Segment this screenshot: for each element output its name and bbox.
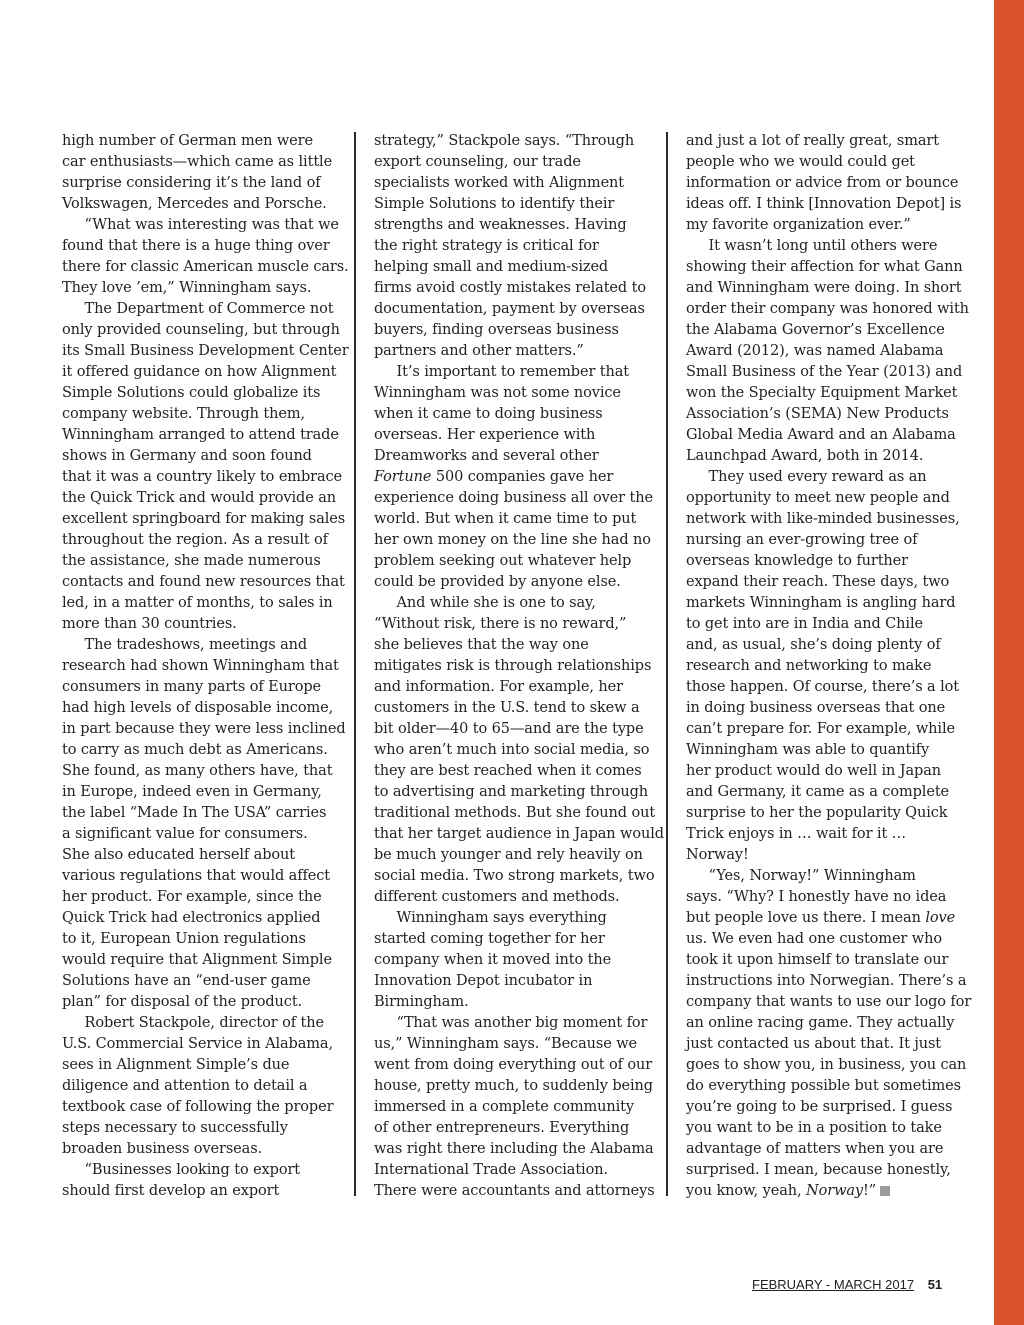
text-line: Winningham says everything (374, 910, 607, 926)
page-number: 51 (927, 1277, 943, 1292)
text-line: had high levels of disposable income, (62, 700, 334, 716)
text-line: opportunity to meet new people and (686, 490, 950, 506)
text-line: to carry as much debt as Americans. (62, 742, 328, 758)
text-line: She also educated herself about (62, 847, 295, 863)
text-line: in Europe, indeed even in Germany, (62, 784, 322, 800)
text-line: when it came to doing business (374, 406, 603, 422)
text-line: and, as usual, she’s doing plenty of (686, 637, 941, 653)
text-line: an online racing game. They actually (686, 1015, 955, 1031)
text-line: company that wants to use our logo for (686, 994, 972, 1010)
text-line: would require that Alignment Simple (62, 952, 332, 968)
text-line: They used every reward as an (686, 469, 927, 485)
text-line: a significant value for consumers. (62, 826, 308, 842)
text-line: Winningham arranged to attend trade (62, 427, 339, 443)
text-line: went from doing everything out of our (374, 1057, 653, 1073)
text-line: showing their affection for what Gann (686, 259, 963, 275)
text-line: Norway! (686, 847, 749, 863)
text-line: Trick enjoys in … wait for it … (686, 826, 907, 842)
text-line: her product. For example, since the (62, 889, 322, 905)
text-line: us,” Winningham says. “Because we (374, 1036, 637, 1052)
text-run: !” (863, 1183, 877, 1199)
text-line: consumers in many parts of Europe (62, 679, 321, 695)
text-line: problem seeking out whatever help (374, 553, 632, 569)
text-line: to it, European Union regulations (62, 931, 306, 947)
text-line: firms avoid costly mistakes related to (374, 280, 646, 296)
text-line: goes to show you, in business, you can (686, 1057, 967, 1073)
text-run: but people love us there. I mean (686, 910, 926, 926)
text-line: of other entrepreneurs. Everything (374, 1120, 630, 1136)
text-line: Solutions have an “end-user game (62, 973, 311, 989)
text-line (374, 467, 654, 488)
text-line: Launchpad Award, both in 2014. (686, 448, 924, 464)
text-line: her own money on the line she had no (374, 532, 651, 548)
text-line: house, pretty much, to suddenly being (374, 1078, 653, 1094)
text-line: more than 30 countries. (62, 616, 237, 632)
italic-text: Fortune (374, 469, 432, 485)
text-line: Global Media Award and an Alabama (686, 427, 956, 443)
text-line: instructions into Norwegian. There’s a (686, 973, 967, 989)
text-line: They love ’em,” Winningham says. (62, 280, 312, 296)
page-footer (752, 1277, 942, 1292)
text-line: us. We even had one customer who (686, 931, 942, 947)
text-line: order their company was honored with (686, 301, 969, 317)
text-line: you want to be in a position to take (686, 1120, 942, 1136)
text-line: overseas. Her experience with (374, 427, 596, 443)
text-line: be much younger and rely heavily on (374, 847, 643, 863)
issue-date: FEBRUARY - MARCH 2017 (752, 1277, 915, 1292)
text-line: research and networking to make (686, 658, 932, 674)
accent-side-bar (994, 0, 1024, 1325)
text-line: shows in Germany and soon found (62, 448, 312, 464)
text-line: took it upon himself to translate our (686, 952, 949, 968)
text-line: There were accountants and attorneys (374, 1183, 655, 1199)
text-line: partners and other matters.” (374, 343, 584, 359)
text-line: Volkswagen, Mercedes and Porsche. (62, 196, 327, 212)
text-line: Association’s (SEMA) New Products (686, 406, 949, 422)
text-line: they are best reached when it comes (374, 763, 642, 779)
text-line: should first develop an export (62, 1183, 280, 1199)
text-line: The tradeshows, meetings and (62, 637, 308, 653)
text-line: Simple Solutions to identify their (374, 196, 615, 212)
text-line: Winningham was able to quantify (686, 742, 930, 758)
text-line: in doing business overseas that one (686, 700, 946, 716)
text-line: strategy,” Stackpole says. “Through (374, 133, 635, 149)
text-line: only provided counseling, but through (62, 322, 340, 338)
text-line: do everything possible but sometimes (686, 1078, 961, 1094)
text-line: she believes that the way one (374, 637, 589, 653)
text-line: network with like-minded businesses, (686, 511, 960, 527)
text-line: contacts and found new resources that (62, 574, 345, 590)
column-divider-1 (354, 132, 356, 1196)
text-line: that her target audience in Japan would (374, 826, 664, 842)
text-line: world. But when it came time to put (374, 511, 637, 527)
text-line: car enthusiasts—which came as little (62, 154, 333, 170)
text-line: The Department of Commerce not (62, 301, 334, 317)
text-line: experience doing business all over the (374, 490, 653, 506)
text-line: overseas knowledge to further (686, 553, 908, 569)
text-line: throughout the region. As a result of (62, 532, 328, 548)
text-line (686, 908, 966, 929)
text-line: there for classic American muscle cars. (62, 259, 349, 275)
text-line: traditional methods. But she found out (374, 805, 656, 821)
text-line: markets Winningham is angling hard (686, 595, 956, 611)
text-line: “That was another big moment for (374, 1015, 648, 1031)
text-line: Robert Stackpole, director of the (62, 1015, 324, 1031)
text-line: the right strategy is critical for (374, 238, 599, 254)
text-line: and Winningham were doing. In short (686, 280, 962, 296)
text-line: says. “Why? I honestly have no idea (686, 889, 947, 905)
text-line: the Quick Trick and would provide an (62, 490, 337, 506)
text-line (686, 1181, 966, 1202)
text-line: could be provided by anyone else. (374, 574, 621, 590)
text-line: “What was interesting was that we (62, 217, 339, 233)
italic-text: love (925, 910, 956, 926)
text-line: documentation, payment by overseas (374, 301, 645, 317)
text-line: my favorite organization ever.” (686, 217, 911, 233)
text-line: customers in the U.S. tend to skew a (374, 700, 640, 716)
article-column-2 (374, 131, 664, 1202)
text-line: in part because they were less inclined (62, 721, 346, 737)
text-line: “Yes, Norway!” Winningham (686, 868, 916, 884)
text-line: “Businesses looking to export (62, 1162, 301, 1178)
text-line: information or advice from or bounce (686, 175, 959, 191)
text-line: can’t prepare for. For example, while (686, 721, 955, 737)
text-line: Simple Solutions could globalize its (62, 385, 321, 401)
text-line: excellent springboard for making sales (62, 511, 346, 527)
text-line: the Alabama Governor’s Excellence (686, 322, 945, 338)
text-line: diligence and attention to detail a (62, 1078, 308, 1094)
text-line: helping small and medium-sized (374, 259, 609, 275)
text-line: expand their reach. These days, two (686, 574, 950, 590)
text-line: was right there including the Alabama (374, 1141, 654, 1157)
text-line: And while she is one to say, (374, 595, 596, 611)
text-line: immersed in a complete community (374, 1099, 635, 1115)
text-line: to get into are in India and Chile (686, 616, 923, 632)
text-line: research had shown Winningham that (62, 658, 339, 674)
text-line: International Trade Association. (374, 1162, 608, 1178)
text-line: various regulations that would affect (62, 868, 330, 884)
text-line: surprise considering it’s the land of (62, 175, 321, 191)
text-line: export counseling, our trade (374, 154, 581, 170)
text-line: you’re going to be surprised. I guess (686, 1099, 953, 1115)
text-line: the label “Made In The USA” carries (62, 805, 327, 821)
text-line: her product would do well in Japan (686, 763, 941, 779)
text-line: ideas off. I think [Innovation Depot] is (686, 196, 962, 212)
text-line: Birmingham. (374, 994, 469, 1010)
text-line: that it was a country likely to embrace (62, 469, 343, 485)
text-line: to advertising and marketing through (374, 784, 649, 800)
text-line: people who we would could get (686, 154, 915, 170)
text-line: U.S. Commercial Service in Alabama, (62, 1036, 333, 1052)
text-line: and Germany, it came as a complete (686, 784, 950, 800)
text-line: and information. For example, her (374, 679, 623, 695)
text-line: those happen. Of course, there’s a lot (686, 679, 960, 695)
text-line: mitigates risk is through relationships (374, 658, 652, 674)
text-line: the assistance, she made numerous (62, 553, 321, 569)
text-line: strengths and weaknesses. Having (374, 217, 627, 233)
italic-text: Norway (806, 1183, 864, 1199)
text-line: steps necessary to successfully (62, 1120, 288, 1136)
text-line: surprise to her the popularity Quick (686, 805, 948, 821)
text-line: who aren’t much into social media, so (374, 742, 650, 758)
text-line: specialists worked with Alignment (374, 175, 625, 191)
text-line: led, in a matter of months, to sales in (62, 595, 333, 611)
text-line: it offered guidance on how Alignment (62, 364, 337, 380)
column-divider-2 (666, 132, 668, 1196)
text-line: different customers and methods. (374, 889, 620, 905)
article-column-1 (62, 131, 349, 1202)
text-line: Quick Trick had electronics applied (62, 910, 321, 926)
text-line: plan” for disposal of the product. (62, 994, 303, 1010)
text-line: She found, as many others have, that (62, 763, 333, 779)
text-line: its Small Business Development Center (62, 343, 349, 359)
text-line: Winningham was not some novice (374, 385, 621, 401)
text-line: high number of German men were (62, 133, 313, 149)
text-line: just contacted us about that. It just (686, 1036, 942, 1052)
text-line: started coming together for her (374, 931, 605, 947)
text-line: sees in Alignment Simple’s due (62, 1057, 290, 1073)
text-line: advantage of matters when you are (686, 1141, 944, 1157)
text-line: It’s important to remember that (374, 364, 630, 380)
text-line: bit older—40 to 65—and are the type (374, 721, 644, 737)
text-line: found that there is a huge thing over (62, 238, 330, 254)
text-line: Dreamworks and several other (374, 448, 599, 464)
text-line: “Without risk, there is no reward,” (374, 616, 627, 632)
text-line: textbook case of following the proper (62, 1099, 334, 1115)
text-run: 500 companies gave her (431, 469, 614, 485)
text-line: surprised. I mean, because honestly, (686, 1162, 951, 1178)
article-column-3 (686, 131, 972, 1202)
text-line: It wasn’t long until others were (686, 238, 938, 254)
text-line: company website. Through them, (62, 406, 305, 422)
text-line: Innovation Depot incubator in (374, 973, 593, 989)
text-line: broaden business overseas. (62, 1141, 263, 1157)
text-line: and just a lot of really great, smart (686, 133, 939, 149)
text-line: buyers, finding overseas business (374, 322, 619, 338)
text-line: Award (2012), was named Alabama (686, 343, 944, 359)
text-line: social media. Two strong markets, two (374, 868, 655, 884)
text-line: Small Business of the Year (2013) and (686, 364, 963, 380)
text-line: nursing an ever-growing tree of (686, 532, 918, 548)
end-of-article-icon (880, 1186, 890, 1196)
text-run: you know, yeah, (686, 1183, 807, 1199)
text-line: won the Specialty Equipment Market (686, 385, 958, 401)
text-line: company when it moved into the (374, 952, 612, 968)
